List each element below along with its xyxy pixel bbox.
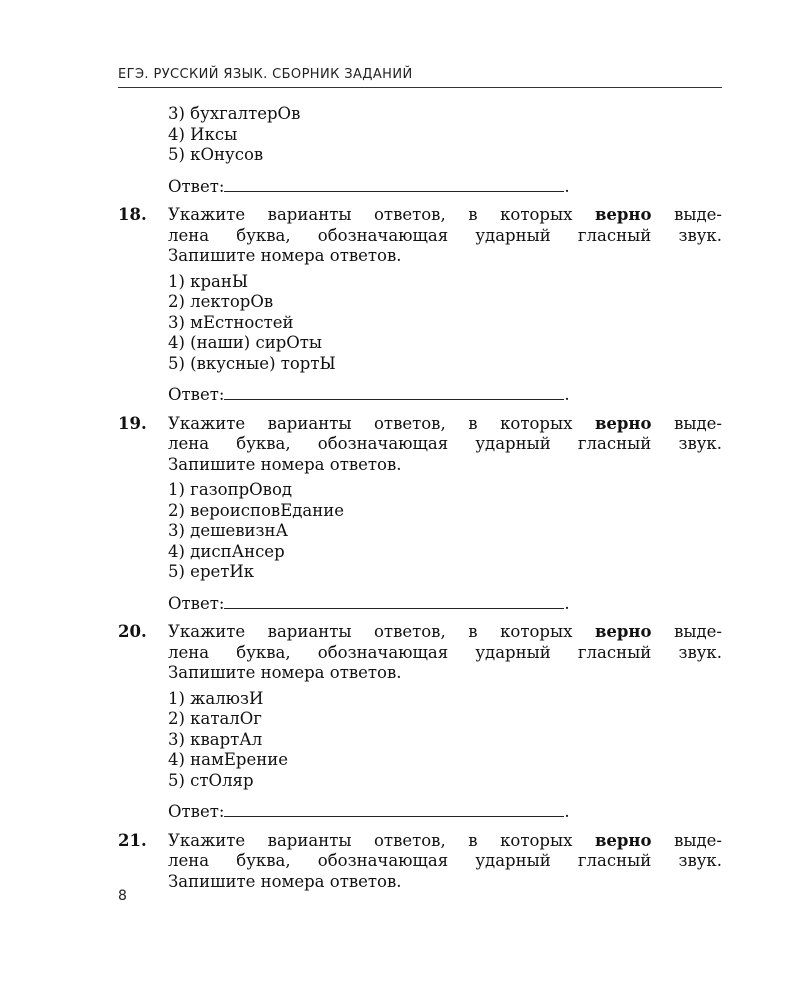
answer-blank[interactable] [224,802,564,817]
task-question [168,831,722,893]
answer-line [168,177,722,198]
option-item: 5) стОляр [168,770,254,790]
option-item: 3) квартАл [168,729,263,749]
running-title: ЕГЭ. РУССКИЙ ЯЗЫК. СБОРНИК ЗАДАНИЙ [118,67,413,82]
question-text: Запишите номера ответов. [168,871,402,891]
question-text: Укажите варианты ответов, в которых [168,830,595,850]
answer-blank[interactable] [224,594,564,609]
question-text: Запишите номера ответов. [168,454,402,474]
question-text: выде- [651,830,722,850]
answer-label: Ответ: [168,385,225,404]
answer-line [168,385,722,406]
answer-end: . [564,802,570,821]
option-item: 1) жалюзИ [168,688,264,708]
option-item: 5) кОнусов [168,145,264,164]
task-21 [118,831,722,893]
answer-line [168,594,722,615]
answer-label: Ответ: [168,593,225,613]
task-number: 20. [118,622,147,641]
question-text: лена буква, обозначающая ударный гласный звук. [168,642,722,662]
option-item: 2) лекторОв [168,292,274,311]
page-number: 8 [118,888,127,904]
question-emphasis: верно [594,622,652,641]
option-item: 5) еретИк [168,562,255,581]
answer-line [168,802,722,823]
option-list [168,104,722,166]
question-text: Укажите варианты ответов, в которых [168,205,595,224]
task-number: 19. [118,413,147,433]
answer-blank[interactable] [224,177,564,192]
option-item: 3) бухгалтерОв [168,104,301,123]
question-emphasis: верно [594,830,652,850]
answer-end: . [564,176,570,196]
header-rule [118,87,722,88]
option-item: 5) (вкусные) тортЫ [168,353,336,373]
task-number: 18. [118,205,147,224]
option-item: 4) диспАнсер [168,541,285,561]
option-item: 3) мЕстностей [168,312,294,332]
question-text: Укажите варианты ответов, в которых [168,622,595,641]
answer-label: Ответ: [168,176,225,196]
option-list [168,689,722,792]
page-content [118,104,722,892]
task-question [168,622,722,684]
question-text: Запишите номера ответов. [168,663,402,682]
question-emphasis: верно [594,205,652,224]
option-item: 1) газопрОвод [168,480,293,499]
question-text: лена буква, обозначающая ударный гласный звук. [168,434,722,453]
option-item: 1) кранЫ [168,271,249,291]
question-emphasis: верно [594,413,652,433]
option-list [168,272,722,375]
option-item: 4) намЕрение [168,750,288,769]
question-text: лена буква, обозначающая ударный гласный звук. [168,851,722,870]
task-19 [118,414,722,615]
answer-end: . [564,593,570,613]
task-question [168,414,722,476]
answer-label: Ответ: [168,802,225,821]
question-text: выде- [651,622,722,641]
option-list [168,480,722,583]
task-20 [118,622,722,823]
previous-task-continuation [118,104,722,197]
option-item: 3) дешевизнА [168,521,288,540]
question-text: Запишите номера ответов. [168,246,402,265]
option-item: 2) каталОг [168,709,262,728]
question-text: выде- [651,413,722,433]
option-item: 2) вероисповЕдание [168,500,344,520]
task-number: 21. [118,830,147,850]
option-item: 4) Иксы [168,124,238,144]
question-text: выде- [651,205,722,224]
answer-end: . [564,385,570,404]
question-text: Укажите варианты ответов, в которых [168,413,595,433]
task-18 [118,205,722,406]
option-item: 4) (наши) сирОты [168,333,323,352]
question-text: лена буква, обозначающая ударный гласный звук. [168,225,722,245]
answer-blank[interactable] [224,385,564,400]
task-question [168,205,722,267]
